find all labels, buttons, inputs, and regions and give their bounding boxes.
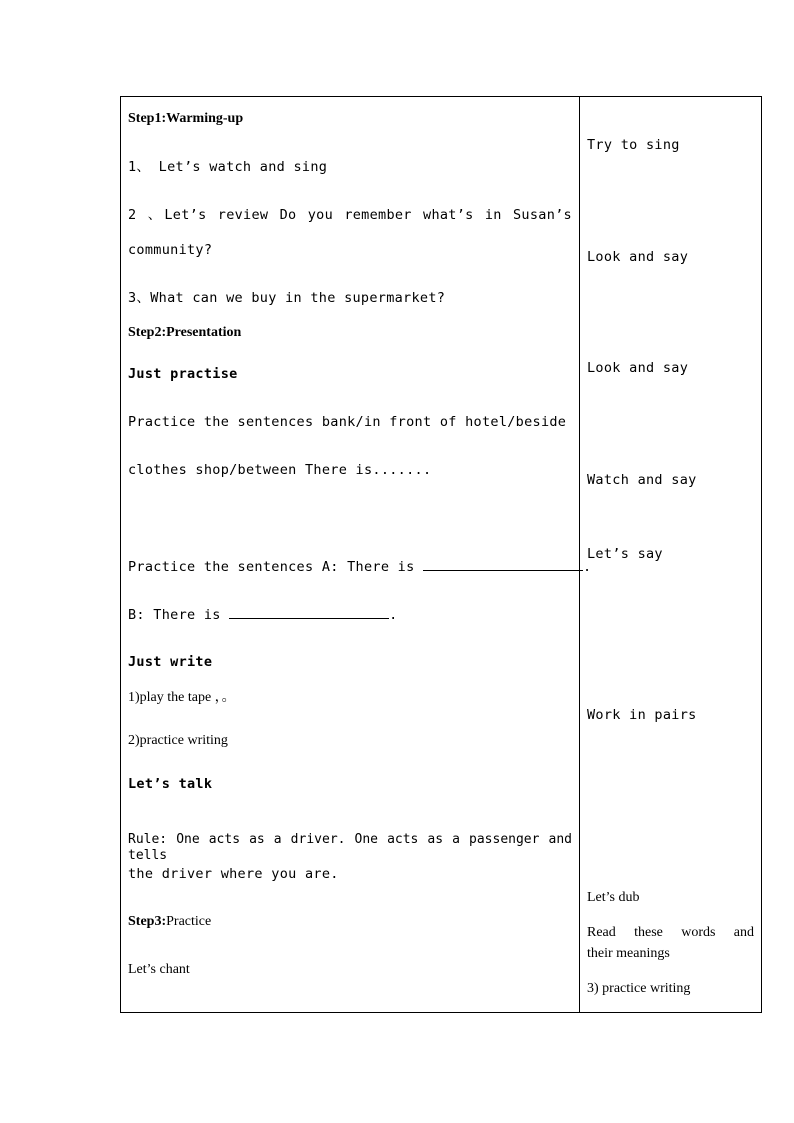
lets-talk-heading: Let’s talk: [128, 776, 213, 792]
step1-item-2-line2: community?: [128, 242, 213, 258]
step3-heading: [128, 914, 211, 930]
step3-practice: Practice: [166, 914, 212, 929]
step1-heading: Step1:Warming-up: [128, 111, 244, 126]
just-write-heading: Just write: [128, 654, 213, 670]
step2-heading: Step2:Presentation: [128, 325, 242, 340]
just-practise-heading: Just practise: [128, 366, 238, 382]
watch-and-say: Watch and say: [587, 472, 697, 488]
practice-b-period: .: [389, 607, 398, 623]
practice-line-1: Practice the sentences bank/in front of hotel/beside: [128, 414, 567, 430]
practice-a-text: Practice the sentences A: There is: [128, 559, 415, 575]
step1-item-3: 3、What can we buy in the supermarket?: [128, 290, 446, 306]
look-and-say-1: Look and say: [587, 249, 689, 265]
lets-dub: Let’s dub: [587, 890, 640, 905]
lets-chant: Let’s chant: [128, 962, 190, 977]
practice-sentence-b: [128, 606, 398, 623]
step1-item-1: 1、 Let’s watch and sing: [128, 159, 328, 175]
practice-line-2: clothes shop/between There is.......: [128, 462, 432, 478]
lets-say: Let’s say: [587, 546, 663, 562]
read-words-line-2: their meanings: [587, 946, 670, 961]
blank-line: [229, 606, 389, 619]
write-item-2: 2)practice writing: [128, 733, 228, 748]
step3-label: Step3:: [128, 914, 167, 929]
blank-line: [423, 558, 583, 571]
try-to-sing: Try to sing: [587, 137, 680, 153]
practice-b-text: B: There is: [128, 607, 221, 623]
practice-writing: 3) practice writing: [587, 981, 691, 996]
rule-line-1: Rule: One acts as a driver. One acts as a passenger and tells: [128, 832, 572, 863]
column-divider: [579, 96, 580, 1013]
work-in-pairs: Work in pairs: [587, 707, 697, 723]
read-words-line-1: Read these words and: [587, 925, 754, 940]
look-and-say-2: Look and say: [587, 360, 689, 376]
rule-line-2: the driver where you are.: [128, 866, 339, 882]
step1-item-2-line1: 2 、Let’s review Do you remember what’s in Susan’s: [128, 207, 572, 223]
practice-a-period: .: [582, 559, 592, 575]
write-item-1: 1)play the tape ，。: [128, 690, 236, 705]
practice-sentence-a: [128, 558, 591, 575]
